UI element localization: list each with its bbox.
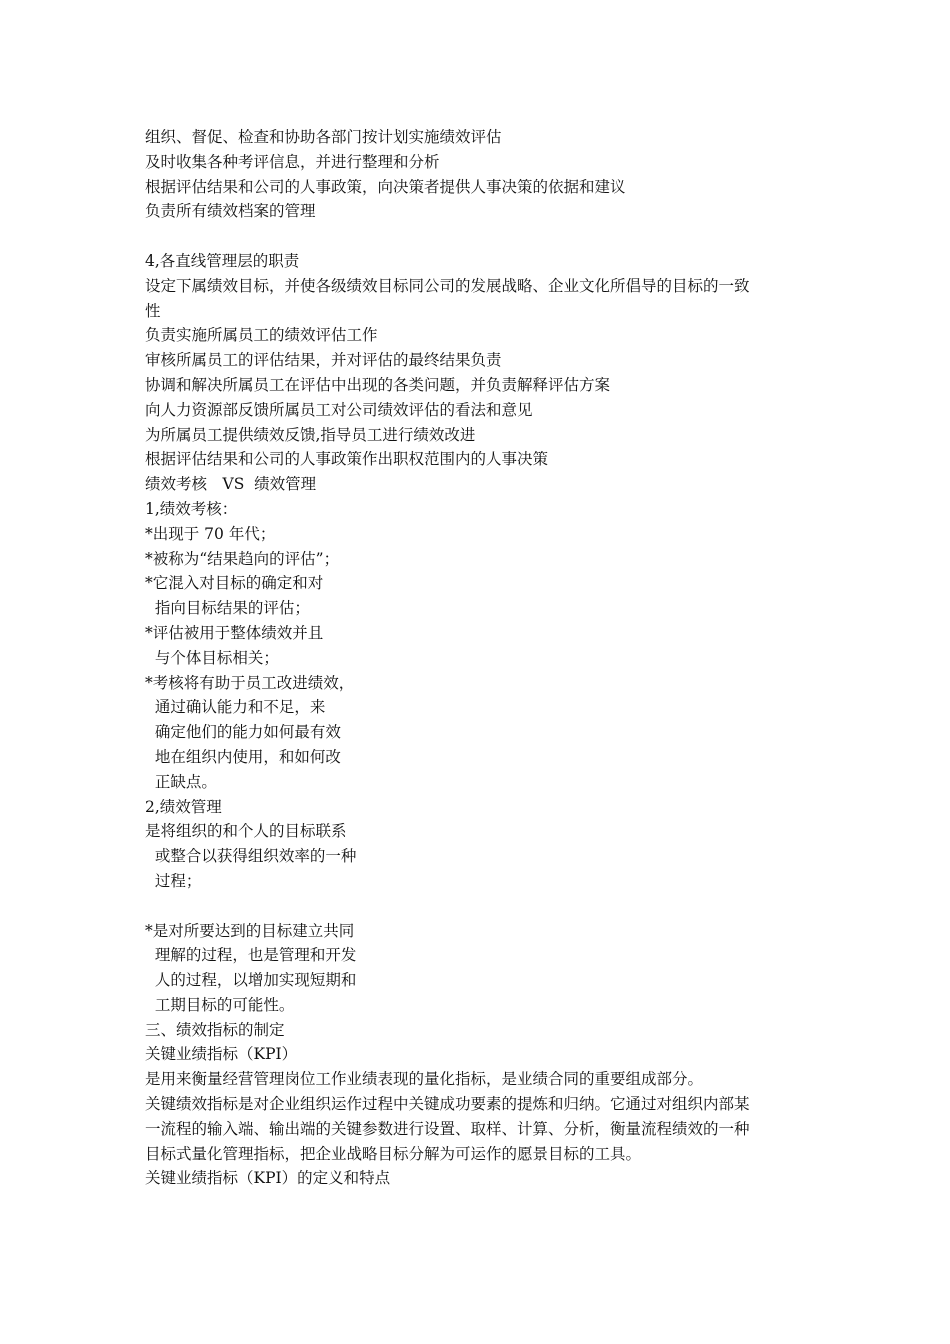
text-line: 目标式量化管理指标，把企业战略目标分解为可运作的愿景目标的工具。: [145, 1144, 642, 1163]
text-line: 及时收集各种考评信息，并进行整理和分析: [145, 152, 440, 171]
bullet-continuation-line: 正缺点。: [145, 772, 217, 791]
section-heading: 2,绩效管理: [145, 797, 222, 816]
section-heading: 关键业绩指标（KPI）: [145, 1045, 298, 1064]
text-line: 组织、督促、检查和协助各部门按计划实施绩效评估: [145, 128, 502, 146]
bullet-line: *被称为“结果趋向的评估”；: [145, 549, 340, 568]
text-continuation-line: 或整合以获得组织效率的一种: [145, 847, 357, 866]
text-continuation-line: 过程；: [145, 871, 202, 890]
bullet-line: *是对所要达到的目标建立共同: [145, 921, 355, 940]
bullet-continuation-line: 工期目标的可能性。: [145, 995, 295, 1014]
section-heading: 1,绩效考核：: [145, 499, 238, 518]
bullet-continuation-line: 与个体目标相关；: [145, 648, 279, 667]
text-line: 向人力资源部反馈所属员工对公司绩效评估的看法和意见: [145, 400, 533, 419]
bullet-line: *评估被用于整体绩效并且: [145, 623, 324, 642]
text-line: 负责所有绩效档案的管理: [145, 202, 316, 221]
bullet-continuation-line: 指向目标结果的评估；: [145, 599, 310, 618]
text-line: 是将组织的和个人的目标联系: [145, 822, 347, 841]
bullet-continuation-line: 地在组织内使用，和如何改: [145, 747, 341, 766]
text-line: 审核所属员工的评估结果，并对评估的最终结果负责: [145, 351, 502, 370]
document-body: [145, 125, 805, 1191]
bullet-line: *它混入对目标的确定和对: [145, 574, 324, 593]
text-line: 是用来衡量经营管理岗位工作业绩表现的量化指标，是业绩合同的重要组成部分。: [145, 1070, 704, 1089]
section-heading: 绩效考核 VS 绩效管理: [145, 475, 317, 494]
bullet-continuation-line: 理解的过程，也是管理和开发: [145, 946, 357, 965]
text-line: 根据评估结果和公司的人事政策作出职权范围内的人事决策: [145, 450, 549, 469]
text-line: 协调和解决所属员工在评估中出现的各类问题，并负责解释评估方案: [145, 375, 611, 394]
bullet-continuation-line: 通过确认能力和不足，来: [145, 698, 326, 717]
text-line: 关键绩效指标是对企业组织运作过程中关键成功要素的提炼和归纳。它通过对组织内部某: [145, 1095, 750, 1114]
bullet-line: *出现于 70 年代；: [145, 524, 276, 543]
section-heading: 三、绩效指标的制定: [145, 1020, 285, 1039]
section-heading: 关键业绩指标（KPI）的定义和特点: [145, 1169, 391, 1188]
text-line: 根据评估结果和公司的人事政策，向决策者提供人事决策的依据和建议: [145, 177, 626, 196]
blank-line: [145, 224, 805, 249]
bullet-continuation-line: 人的过程，以增加实现短期和: [145, 971, 357, 990]
text-line: 一流程的输入端、输出端的关键参数进行设置、取样、计算、分析，衡量流程绩效的一种: [145, 1119, 750, 1138]
text-line: 负责实施所属员工的绩效评估工作: [145, 326, 378, 345]
section-heading: 4,各直线管理层的职责: [145, 251, 300, 270]
text-line: 性: [145, 301, 161, 320]
text-line: 设定下属绩效目标，并使各级绩效目标同公司的发展战略、企业文化所倡导的目标的一致: [145, 276, 750, 295]
bullet-continuation-line: 确定他们的能力如何最有效: [145, 723, 341, 742]
blank-line: [145, 894, 805, 919]
bullet-line: *考核将有助于员工改进绩效，: [145, 673, 355, 692]
text-line: 为所属员工提供绩效反馈,指导员工进行绩效改进: [145, 425, 476, 444]
